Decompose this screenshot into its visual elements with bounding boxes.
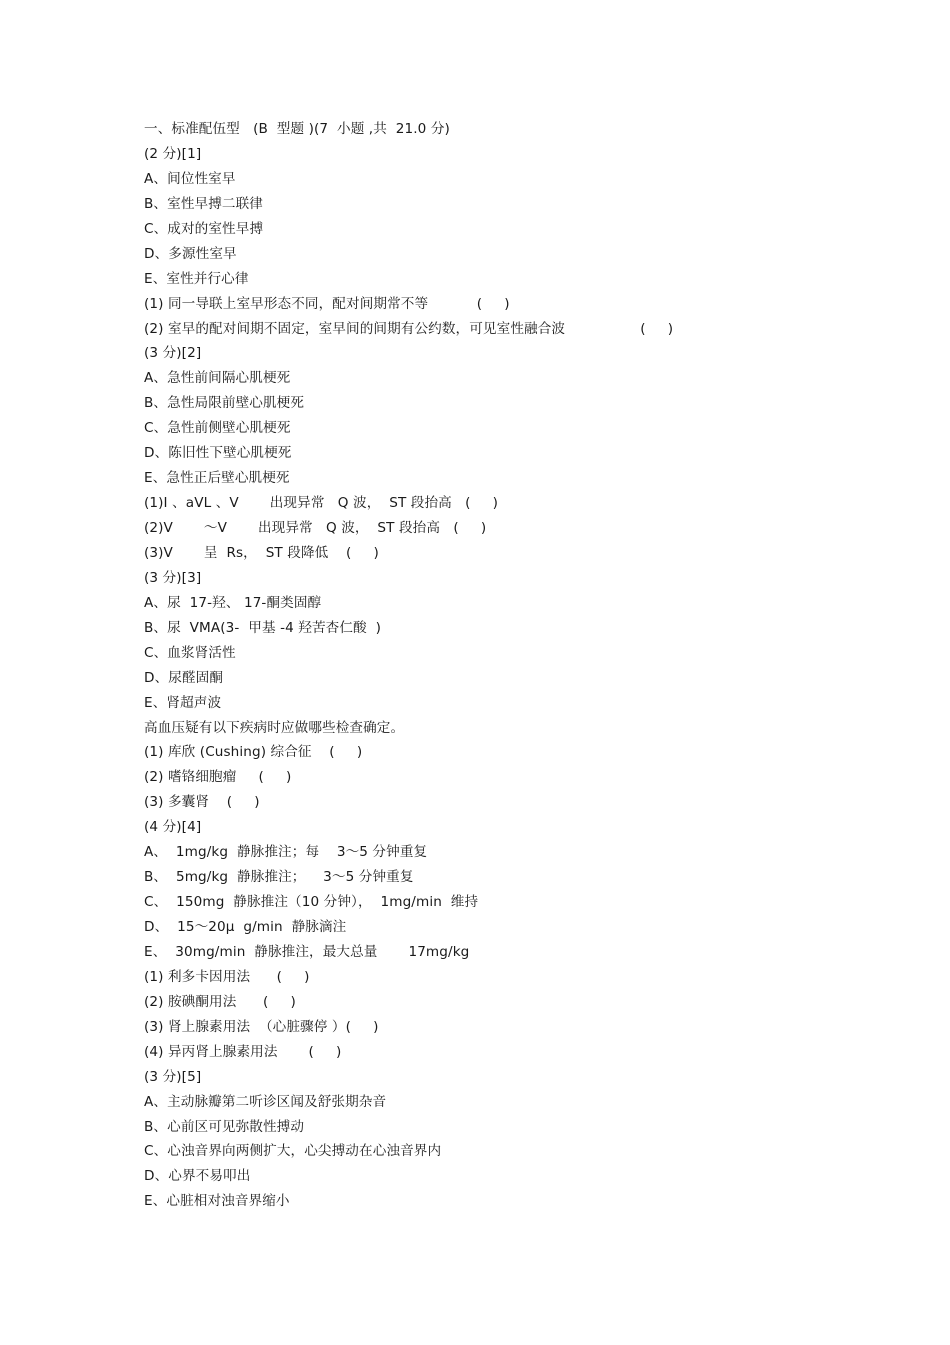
option-b: B、尿 VMA(3- 甲基 -4 羟苦杏仁酸 ) [144, 619, 381, 636]
option-a: A、主动脉瓣第二听诊区闻及舒张期杂音 [144, 1093, 387, 1110]
option-a: A、急性前间隔心肌梗死 [144, 370, 291, 387]
option-b: B、急性局限前壁心肌梗死 [144, 395, 305, 412]
option-b: B、室性早搏二联律 [144, 195, 263, 212]
question-header-2: (3 分)[2] [144, 345, 202, 362]
option-d: D、多源性室早 [144, 245, 237, 262]
sub-question: (3)V 呈 Rs， ST 段降低 ( ) [144, 544, 379, 561]
document-body [144, 117, 764, 1214]
option-c: C、 150mg 静脉推注（10 分钟）， 1mg/min 维持 [144, 894, 479, 911]
question-stem: 高血压疑有以下疾病时应做哪些检查确定。 [144, 719, 405, 736]
sub-question: (1)I 、aVL 、V 出现异常 Q 波， ST 段抬高 ( ) [144, 495, 499, 512]
option-e: E、急性正后壁心肌梗死 [144, 470, 290, 487]
section-heading: 一、标准配伍型 (B 型题 )(7 小题 ,共 21.0 分) [144, 121, 450, 137]
option-e: E、室性并行心律 [144, 270, 249, 287]
sub-question: (4) 异丙肾上腺素用法 ( ) [144, 1043, 342, 1060]
option-a: A、尿 17-羟、 17-酮类固醇 [144, 594, 322, 611]
option-c: C、成对的室性早搏 [144, 220, 264, 237]
option-c: C、血浆肾活性 [144, 644, 236, 661]
option-b: B、 5mg/kg 静脉推注； 3～5 分钟重复 [144, 869, 414, 886]
question-header-3: (3 分)[3] [144, 569, 202, 586]
option-e: E、心脏相对浊音界缩小 [144, 1193, 290, 1210]
sub-question: (2)V ～V 出现异常 Q 波， ST 段抬高 ( ) [144, 520, 487, 536]
question-header-5: (3 分)[5] [144, 1068, 202, 1085]
sub-question: (1) 利多卡因用法 ( ) [144, 968, 310, 985]
sub-question: (3) 多囊肾 ( ) [144, 794, 260, 811]
sub-question: (1) 库欣 (Cushing) 综合征 ( ) [144, 744, 363, 761]
option-d: D、陈旧性下壁心肌梗死 [144, 445, 292, 462]
sub-question: (3) 肾上腺素用法 （心脏骤停 ）( ) [144, 1018, 379, 1035]
option-a: A、 1mg/kg 静脉推注；每 3～5 分钟重复 [144, 844, 428, 861]
option-e: E、 30mg/min 静脉推注，最大总量 17mg/kg [144, 943, 470, 960]
option-d: D、 15～20μ g/min 静脉滴注 [144, 919, 347, 935]
sub-question: (2) 胺碘酮用法 ( ) [144, 993, 296, 1010]
option-c: C、心浊音界向两侧扩大，心尖搏动在心浊音界内 [144, 1143, 442, 1160]
question-header-1: (2 分)[1] [144, 145, 202, 162]
option-a: A、间位性室早 [144, 170, 236, 187]
option-b: B、心前区可见弥散性搏动 [144, 1118, 305, 1135]
option-d: D、尿醛固酮 [144, 669, 224, 686]
sub-question: (2) 嗜铬细胞瘤 ( ) [144, 769, 292, 786]
question-header-4: (4 分)[4] [144, 819, 202, 836]
option-e: E、肾超声波 [144, 694, 222, 711]
option-d: D、心界不易叩出 [144, 1168, 251, 1185]
option-c: C、急性前侧壁心肌梗死 [144, 420, 291, 437]
sub-question: (1) 同一导联上室早形态不同，配对间期常不等 ( ) [144, 295, 510, 312]
sub-question: (2) 室早的配对间期不固定，室早间的间期有公约数，可见室性融合波 ( ) [144, 320, 674, 337]
